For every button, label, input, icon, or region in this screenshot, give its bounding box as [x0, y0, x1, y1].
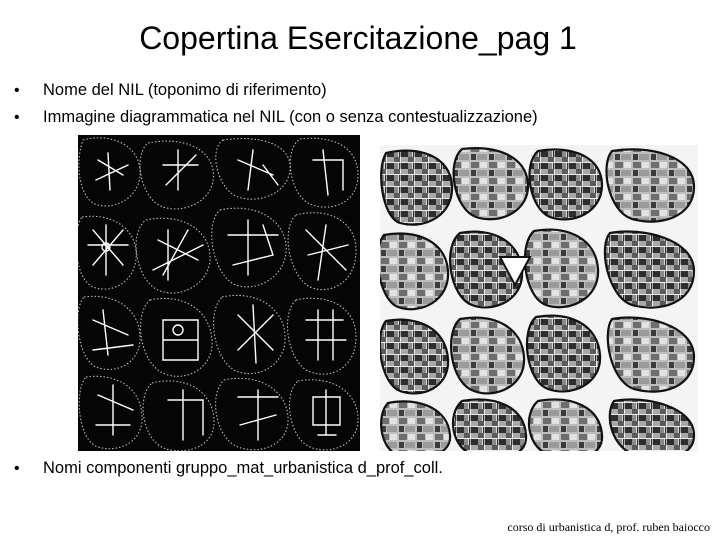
diagram-image-context — [380, 145, 698, 451]
bullet-marker: • — [14, 82, 20, 99]
course-credit: corso di urbanistica d, prof. ruben baiocco — [507, 520, 710, 534]
bullet-text: Immagine diagrammatica nel NIL (con o senza contestualizzazione) — [43, 108, 538, 126]
bullet-list — [14, 77, 538, 131]
bullet-item — [14, 104, 538, 131]
bottom-bullet — [14, 455, 443, 482]
bullet-text: Nome del NIL (toponimo di riferimento) — [43, 81, 327, 99]
bullet-marker: • — [14, 109, 20, 126]
bullet-marker: • — [14, 460, 20, 477]
diagram-image-black — [78, 135, 360, 451]
bullet-item — [14, 77, 538, 104]
bullet-item — [14, 455, 443, 482]
slide-title: Copertina Esercitazione_pag 1 — [139, 20, 577, 56]
bullet-text: Nomi componenti gruppo_mat_urbanistica d_prof_coll. — [43, 459, 443, 477]
